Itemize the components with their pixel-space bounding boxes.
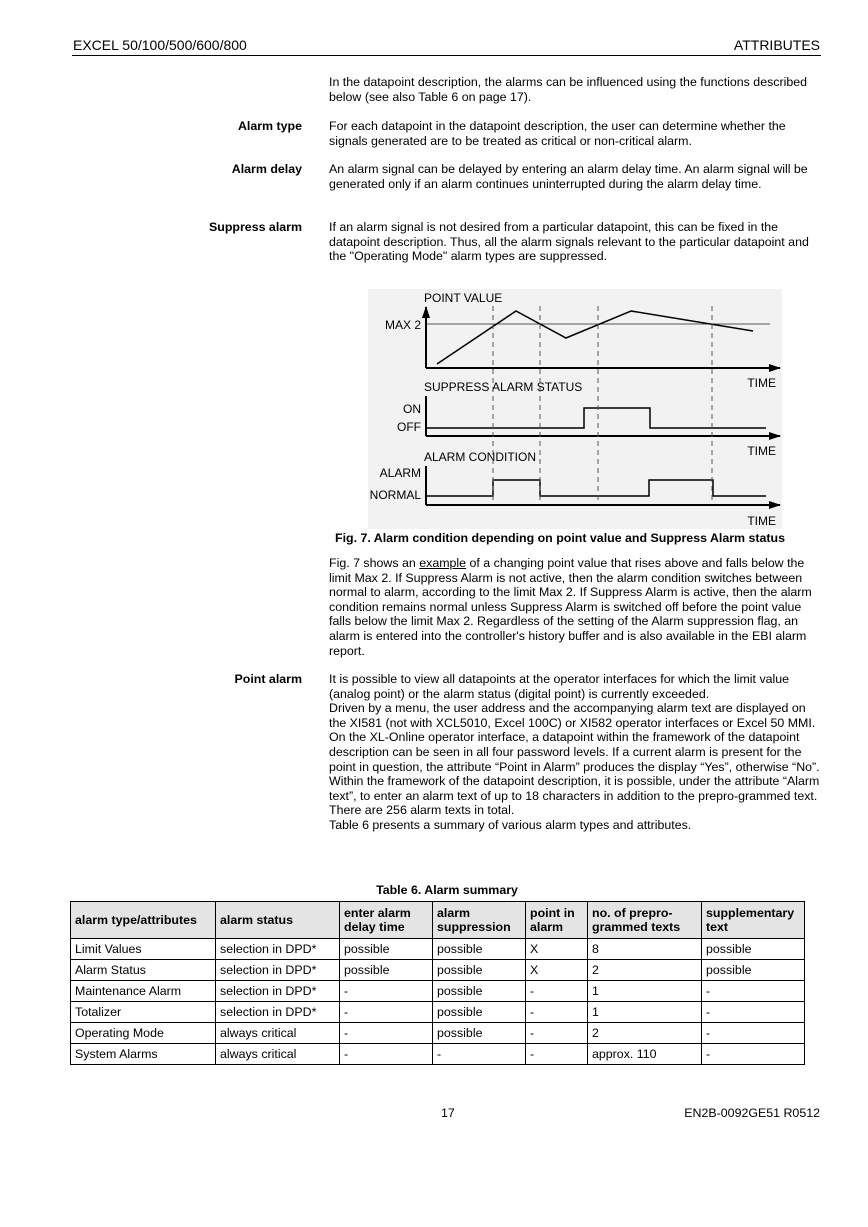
table-cell: X <box>526 939 588 960</box>
normal-label: NORMAL <box>369 488 421 502</box>
table-cell: possible <box>433 1002 526 1023</box>
document-code: EN2B-0092GE51 R0512 <box>684 1106 820 1120</box>
figure-caption: Fig. 7. Alarm condition depending on point value and Suppress Alarm status <box>335 531 786 545</box>
table-cell: possible <box>702 960 805 981</box>
point-alarm-label: Point alarm <box>234 672 302 686</box>
table-cell: - <box>340 1002 433 1023</box>
table-cell: selection in DPD* <box>216 960 340 981</box>
figure-description <box>329 556 821 658</box>
time-label-3: TIME <box>747 514 776 528</box>
table-row <box>71 939 805 960</box>
table-cell: Maintenance Alarm <box>71 981 216 1002</box>
table-row <box>71 981 805 1002</box>
table-cell: selection in DPD* <box>216 1002 340 1023</box>
alarm-type-text: For each datapoint in the datapoint description, the user can determine whether the signals generated are to be treated as critical or non-critical alarm. <box>329 119 786 148</box>
suppress-alarm-text: If an alarm signal is not desired from a particular datapoint, this can be fixed in the datapoint description. Thus, all the alarm signals relevant to the particular datapoint and the "Operating Mode" alarm types are suppressed. <box>329 220 809 264</box>
table-row <box>71 1023 805 1044</box>
table-cell: - <box>526 1044 588 1065</box>
page-number: 17 <box>441 1106 455 1120</box>
table-cell: 2 <box>588 960 702 981</box>
fig-text-before: Fig. 7 shows an <box>329 556 420 570</box>
point-alarm-p5: Table 6 presents a summary of various alarm types and attributes. <box>329 817 692 832</box>
header-rule <box>72 55 821 56</box>
header-section: ATTRIBUTES <box>733 37 820 53</box>
point-alarm-p3: On the XL-Online operator interface, a datapoint within the framework of the datapoint description can be seen in all four password levels. If a current alarm is present for the point in question, the attribute “Point in Alarm” produces the display “Yes”, otherwise “No”. <box>329 730 820 774</box>
table-caption: Table 6. Alarm summary <box>376 883 518 897</box>
header-cell: enter alarm delay time <box>340 902 433 939</box>
table-cell: - <box>526 1002 588 1023</box>
table-cell: possible <box>433 960 526 981</box>
point-alarm-text <box>329 672 821 833</box>
table-cell: - <box>340 1044 433 1065</box>
header-cell: supplementary text <box>702 902 805 939</box>
table-cell: - <box>702 1023 805 1044</box>
table-cell: - <box>340 981 433 1002</box>
table-cell: - <box>702 1002 805 1023</box>
alarm-label: ALARM <box>379 466 421 480</box>
header-cell: alarm type/attributes <box>71 902 216 939</box>
table-cell: System Alarms <box>71 1044 216 1065</box>
point-value-title: POINT VALUE <box>424 291 503 305</box>
point-alarm-p2: Driven by a menu, the user address and the accompanying alarm text are displayed on the XI581 (not with XCL5010, Excel 100C) or XI582 operator interfaces or Excel 50 MMI. <box>329 701 816 730</box>
table-cell: 2 <box>588 1023 702 1044</box>
alarm-condition-title: ALARM CONDITION <box>424 450 537 464</box>
table-cell: possible <box>433 1023 526 1044</box>
header-cell: no. of prepro-grammed texts <box>588 902 702 939</box>
alarm-delay-label: Alarm delay <box>231 162 302 176</box>
table-cell: 1 <box>588 1002 702 1023</box>
table-cell: - <box>702 1044 805 1065</box>
table-cell: Alarm Status <box>71 960 216 981</box>
header-cell: alarm status <box>216 902 340 939</box>
header-cell: alarm suppression <box>433 902 526 939</box>
table-cell: Limit Values <box>71 939 216 960</box>
table-cell: Operating Mode <box>71 1023 216 1044</box>
table-cell: 8 <box>588 939 702 960</box>
on-label: ON <box>403 402 421 416</box>
max2-label: MAX 2 <box>384 318 421 332</box>
table-cell: 1 <box>588 981 702 1002</box>
table-header-row <box>71 902 805 939</box>
table-cell: always critical <box>216 1044 340 1065</box>
table-cell: possible <box>340 939 433 960</box>
alarm-type-label: Alarm type <box>237 119 302 133</box>
table-cell: Totalizer <box>71 1002 216 1023</box>
off-label: OFF <box>397 420 421 434</box>
table-cell: approx. 110 <box>588 1044 702 1065</box>
header-cell: point in alarm <box>526 902 588 939</box>
table-row <box>71 960 805 981</box>
table-cell: selection in DPD* <box>216 981 340 1002</box>
intro-paragraph: In the datapoint description, the alarms can be influenced using the functions described below (see also Table 6 on page 17). <box>329 75 808 104</box>
suppress-alarm-label: Suppress alarm <box>209 220 302 234</box>
table-cell: possible <box>433 939 526 960</box>
fig-text-after: of a changing point value that rises above and falls below the limit Max 2. If Suppress Alarm is not active, then the alarm condition switches between normal to alarm, according to the limit Max 2. If Suppress Alarm is active, then the alarm condition remains normal unless Suppress Alarm is switched off before the point value falls below the limit Max 2. Regardless of the setting of the Alarm suppression flag, an alarm is entered into the controller's history buffer and is also available in the EBI alarm report. <box>329 556 812 658</box>
point-alarm-p1: It is possible to view all datapoints at the operator interfaces for which the limit value (analog point) or the alarm status (digital point) is currently exceeded. <box>329 672 790 701</box>
table-cell: always critical <box>216 1023 340 1044</box>
table-cell: selection in DPD* <box>216 939 340 960</box>
table-cell: - <box>526 981 588 1002</box>
suppress-status-title: SUPPRESS ALARM STATUS <box>424 380 583 394</box>
table-row <box>71 1044 805 1065</box>
table-cell: - <box>702 981 805 1002</box>
alarm-delay-text: An alarm signal can be delayed by entering an alarm delay time. An alarm signal will be generated only if an alarm continues uninterrupted during the alarm delay time. <box>329 162 808 191</box>
table-cell: - <box>340 1023 433 1044</box>
table-cell: - <box>526 1023 588 1044</box>
example-link[interactable]: example <box>419 556 467 570</box>
point-alarm-p4: Within the framework of the datapoint description, it is possible, under the attribute “Alarm text”, to enter an alarm text of up to 18 characters in addition to the prepro-grammed text. There are 256 alarm texts in total. <box>329 774 820 818</box>
header-title: EXCEL 50/100/500/600/800 <box>73 37 247 53</box>
table-row <box>71 1002 805 1023</box>
time-label-1: TIME <box>747 376 776 390</box>
table-cell: - <box>433 1044 526 1065</box>
table-cell: X <box>526 960 588 981</box>
table-cell: possible <box>340 960 433 981</box>
table-cell: possible <box>433 981 526 1002</box>
alarm-summary-table <box>70 901 805 1065</box>
alarm-condition-figure <box>360 285 790 531</box>
time-label-2: TIME <box>747 444 776 458</box>
table-cell: possible <box>702 939 805 960</box>
